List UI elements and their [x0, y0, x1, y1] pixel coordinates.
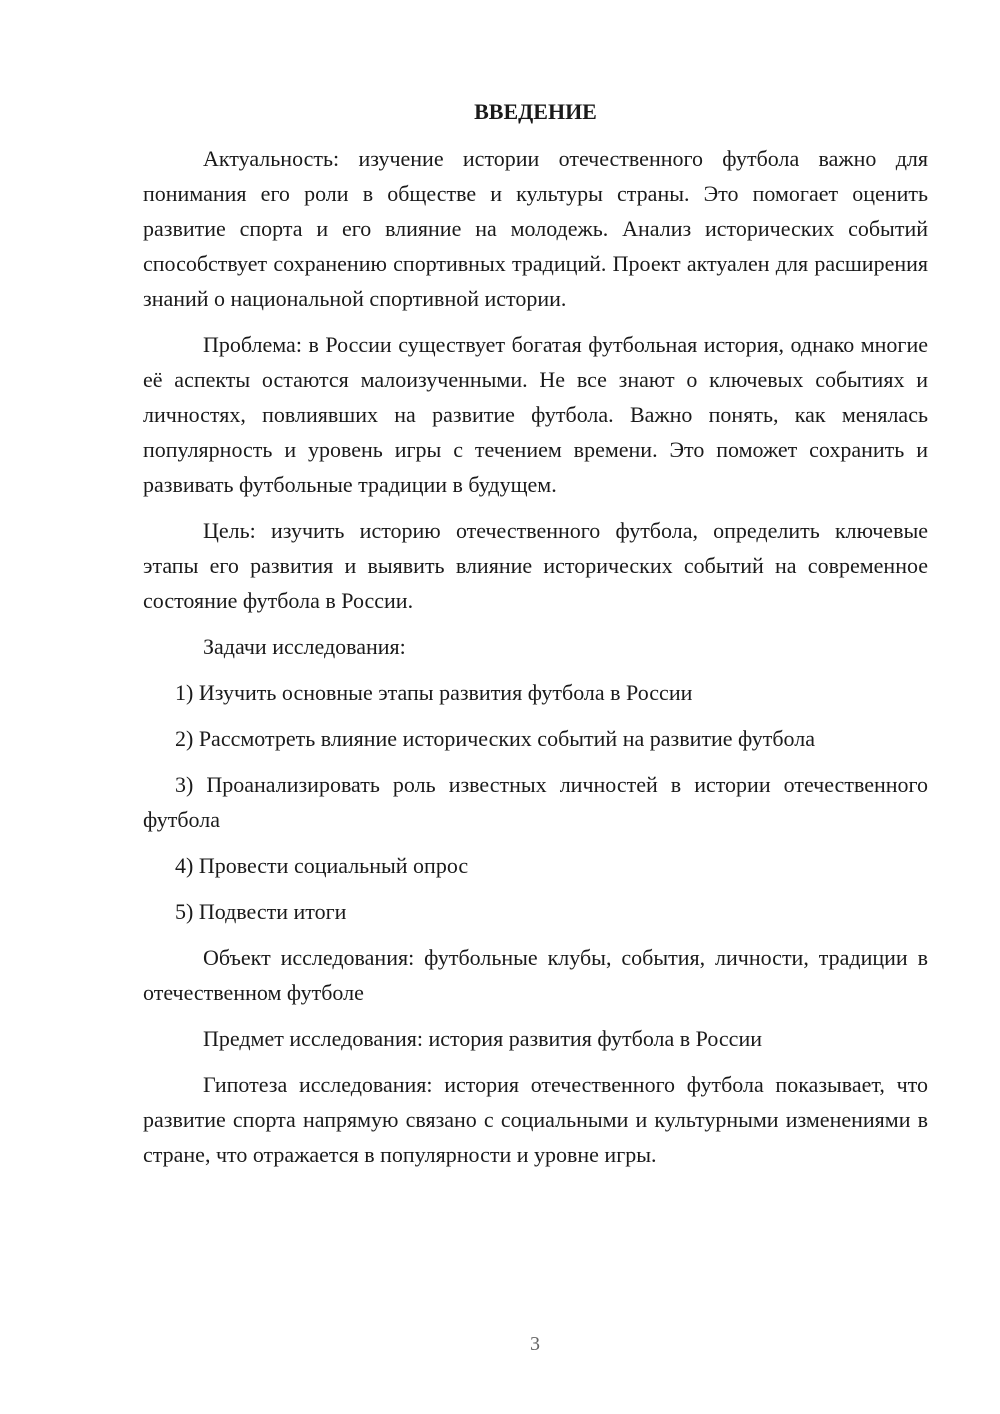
object-paragraph: Объект исследования: футбольные клубы, события, личности, традиции в отечественном футболе	[143, 945, 928, 1005]
page-number: 3	[530, 1333, 540, 1355]
task-item: 2) Рассмотреть влияние исторических событий на развитие футбола	[175, 726, 815, 751]
relevance-paragraph: Актуальность: изучение истории отечественного футбола важно для понимания его роли в обществе и культуры страны. Это помогает оценить развитие спорта и его влияние на молодежь. Анализ исторических событий способствует сохранению спортивных традиций. Проект актуален для расширения знаний о национальной спортивной истории.	[143, 146, 928, 311]
subject-paragraph: Предмет исследования: история развития футбола в России	[203, 1026, 762, 1051]
task-item: 3) Проанализировать роль известных личностей в истории отечественного футбола	[143, 772, 928, 832]
task-item: 5) Подвести итоги	[175, 899, 347, 924]
problem-paragraph: Проблема: в России существует богатая футбольная история, однако многие её аспекты остаются малоизученными. Не все знают о ключевых событиях и личностях, повлиявших на развитие футбола. Важно понять, как менялась популярность и уровень игры с течением времени. Это поможет сохранить и развивать футбольные традиции в будущем.	[143, 332, 928, 497]
task-item: 4) Провести социальный опрос	[175, 853, 469, 878]
tasks-heading: Задачи исследования:	[203, 634, 406, 659]
task-item: 1) Изучить основные этапы развития футбола в России	[175, 680, 693, 705]
page-title: ВВЕДЕНИЕ	[474, 99, 597, 124]
goal-paragraph: Цель: изучить историю отечественного футбола, определить ключевые этапы его развития и выявить влияние исторических событий на современное состояние футбола в России.	[143, 518, 928, 613]
hypothesis-paragraph: Гипотеза исследования: история отечественного футбола показывает, что развитие спорта напрямую связано с социальными и культурными изменениями в стране, что отражается в популярности и уровне игры.	[143, 1072, 928, 1167]
document-page	[143, 94, 928, 1183]
